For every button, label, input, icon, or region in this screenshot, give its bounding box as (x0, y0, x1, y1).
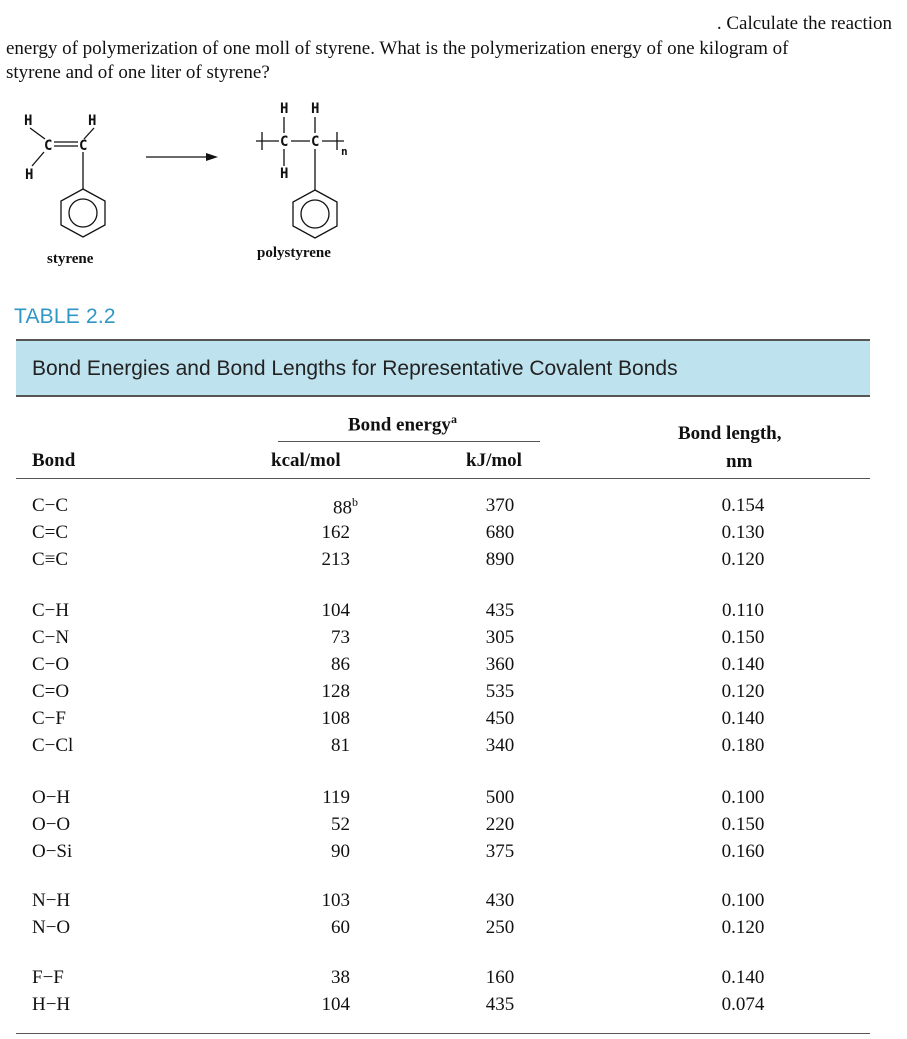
table-row (0, 549, 907, 576)
table-row (0, 681, 907, 708)
poly-atom-c2: C (311, 134, 320, 150)
cell-kcal: 108 (321, 708, 350, 729)
problem-line-1: . Calculate the reaction (716, 13, 892, 34)
table-row (0, 708, 907, 735)
cell-kj: 500 (485, 787, 515, 808)
table-row (0, 841, 907, 868)
table-row (0, 735, 907, 762)
cell-kcal: 104 (321, 600, 350, 621)
cell-bond: N−H (32, 890, 71, 911)
table-row (0, 814, 907, 841)
cell-bond: C−H (32, 600, 70, 621)
styrene-atom-c1: C (44, 138, 53, 154)
cell-kcal: 52 (331, 814, 350, 835)
cell-kcal: 104 (321, 994, 350, 1015)
cell-bond: O−O (32, 814, 71, 835)
cell-bond: C−O (32, 654, 70, 675)
cell-kcal: 38 (331, 967, 350, 988)
cell-length: 0.100 (721, 787, 765, 808)
styrene-atom-h-top-right: H (88, 113, 97, 129)
table-row (0, 600, 907, 627)
table-row (0, 654, 907, 681)
cell-bond: C=C (32, 522, 69, 543)
cell-kj: 220 (485, 814, 515, 835)
cell-kcal: 119 (322, 787, 350, 808)
cell-kcal: 60 (331, 917, 350, 938)
cell-kj: 370 (485, 495, 515, 516)
cell-length: 0.140 (721, 654, 765, 675)
cell-kj: 435 (485, 600, 515, 621)
cell-bond: C−Cl (32, 735, 74, 756)
cell-length: 0.140 (721, 708, 765, 729)
cell-bond: C≡C (32, 549, 69, 570)
cell-length: 0.100 (721, 890, 765, 911)
table-row (0, 890, 907, 917)
polystyrene-label: polystyrene (257, 245, 331, 261)
cell-kj: 340 (485, 735, 515, 756)
cell-kj: 360 (485, 654, 515, 675)
cell-bond: C−F (32, 708, 66, 729)
header-length-line2: nm (726, 451, 753, 472)
cell-length: 0.180 (721, 735, 765, 756)
cell-kcal: 73 (331, 627, 350, 648)
cell-kj: 430 (485, 890, 515, 911)
cell-bond: C−N (32, 627, 70, 648)
cell-bond: C=O (32, 681, 70, 702)
cell-kj: 535 (485, 681, 515, 702)
cell-kj: 450 (485, 708, 515, 729)
table-number: TABLE 2.2 (14, 305, 116, 328)
cell-kj: 250 (485, 917, 515, 938)
header-bond: Bond (32, 450, 76, 471)
poly-atom-h-top-2: H (311, 101, 320, 117)
cell-length: 0.110 (721, 600, 765, 621)
cell-bond: F−F (32, 967, 64, 988)
cell-bond: O−Si (32, 841, 73, 862)
table-caption: Bond Energies and Bond Lengths for Representative Covalent Bonds (32, 357, 678, 380)
cell-length: 0.074 (721, 994, 765, 1015)
cell-length: 0.140 (721, 967, 765, 988)
cell-kcal: 86 (331, 654, 350, 675)
table-row (0, 627, 907, 654)
poly-repeat-n: n (341, 145, 348, 158)
header-kcal: kcal/mol (271, 450, 341, 471)
cell-length: 0.150 (721, 814, 765, 835)
cell-length: 0.120 (721, 917, 765, 938)
poly-atom-c1: C (280, 134, 289, 150)
header-length-line1: Bond length, (678, 423, 782, 444)
cell-bond: C−C (32, 495, 69, 516)
cell-kj: 375 (485, 841, 515, 862)
cell-kj: 160 (485, 967, 515, 988)
cell-kcal (270, 495, 358, 519)
cell-bond: N−O (32, 917, 71, 938)
styrene-label: styrene (47, 251, 94, 267)
header-kj: kJ/mol (466, 450, 522, 471)
cell-kcal-value: 88 (333, 497, 352, 519)
cell-kj: 890 (485, 549, 515, 570)
table-row (0, 522, 907, 549)
styrene-atom-c2: C (79, 138, 88, 154)
problem-line-2: energy of polymerization of one moll of styrene. What is the polymerization energy of one kilogram of (6, 37, 789, 59)
poly-atom-h-bottom: H (280, 166, 289, 182)
table-row (0, 967, 907, 994)
cell-length: 0.120 (721, 681, 765, 702)
styrene-atom-h-top-left: H (24, 113, 33, 129)
table-row (0, 994, 907, 1021)
cell-kcal: 90 (331, 841, 350, 862)
cell-length: 0.130 (721, 522, 765, 543)
cell-length: 0.154 (721, 495, 765, 516)
cell-length: 0.120 (721, 549, 765, 570)
cell-length: 0.160 (721, 841, 765, 862)
cell-kj: 680 (485, 522, 515, 543)
table-row (0, 787, 907, 814)
cell-length: 0.150 (721, 627, 765, 648)
cell-bond: H−H (32, 994, 71, 1015)
cell-kj: 435 (485, 994, 515, 1015)
styrene-atom-h-bottom-left: H (25, 167, 34, 183)
cell-kcal: 128 (321, 681, 350, 702)
table-row (0, 495, 907, 522)
table-row (0, 917, 907, 944)
cell-kcal: 162 (321, 522, 350, 543)
table-bottom-rule (16, 1033, 870, 1034)
cell-kcal: 103 (321, 890, 350, 911)
cell-kcal: 213 (321, 549, 350, 570)
cell-bond: O−H (32, 787, 71, 808)
cell-kcal: 81 (331, 735, 350, 756)
cell-kj: 305 (485, 627, 515, 648)
problem-line-3: styrene and of one liter of styrene? (6, 62, 270, 83)
header-bond-energy: Bond energy$^a$ (348, 412, 457, 436)
poly-atom-h-top-1: H (280, 101, 289, 117)
footnote-marker: b (352, 495, 358, 509)
